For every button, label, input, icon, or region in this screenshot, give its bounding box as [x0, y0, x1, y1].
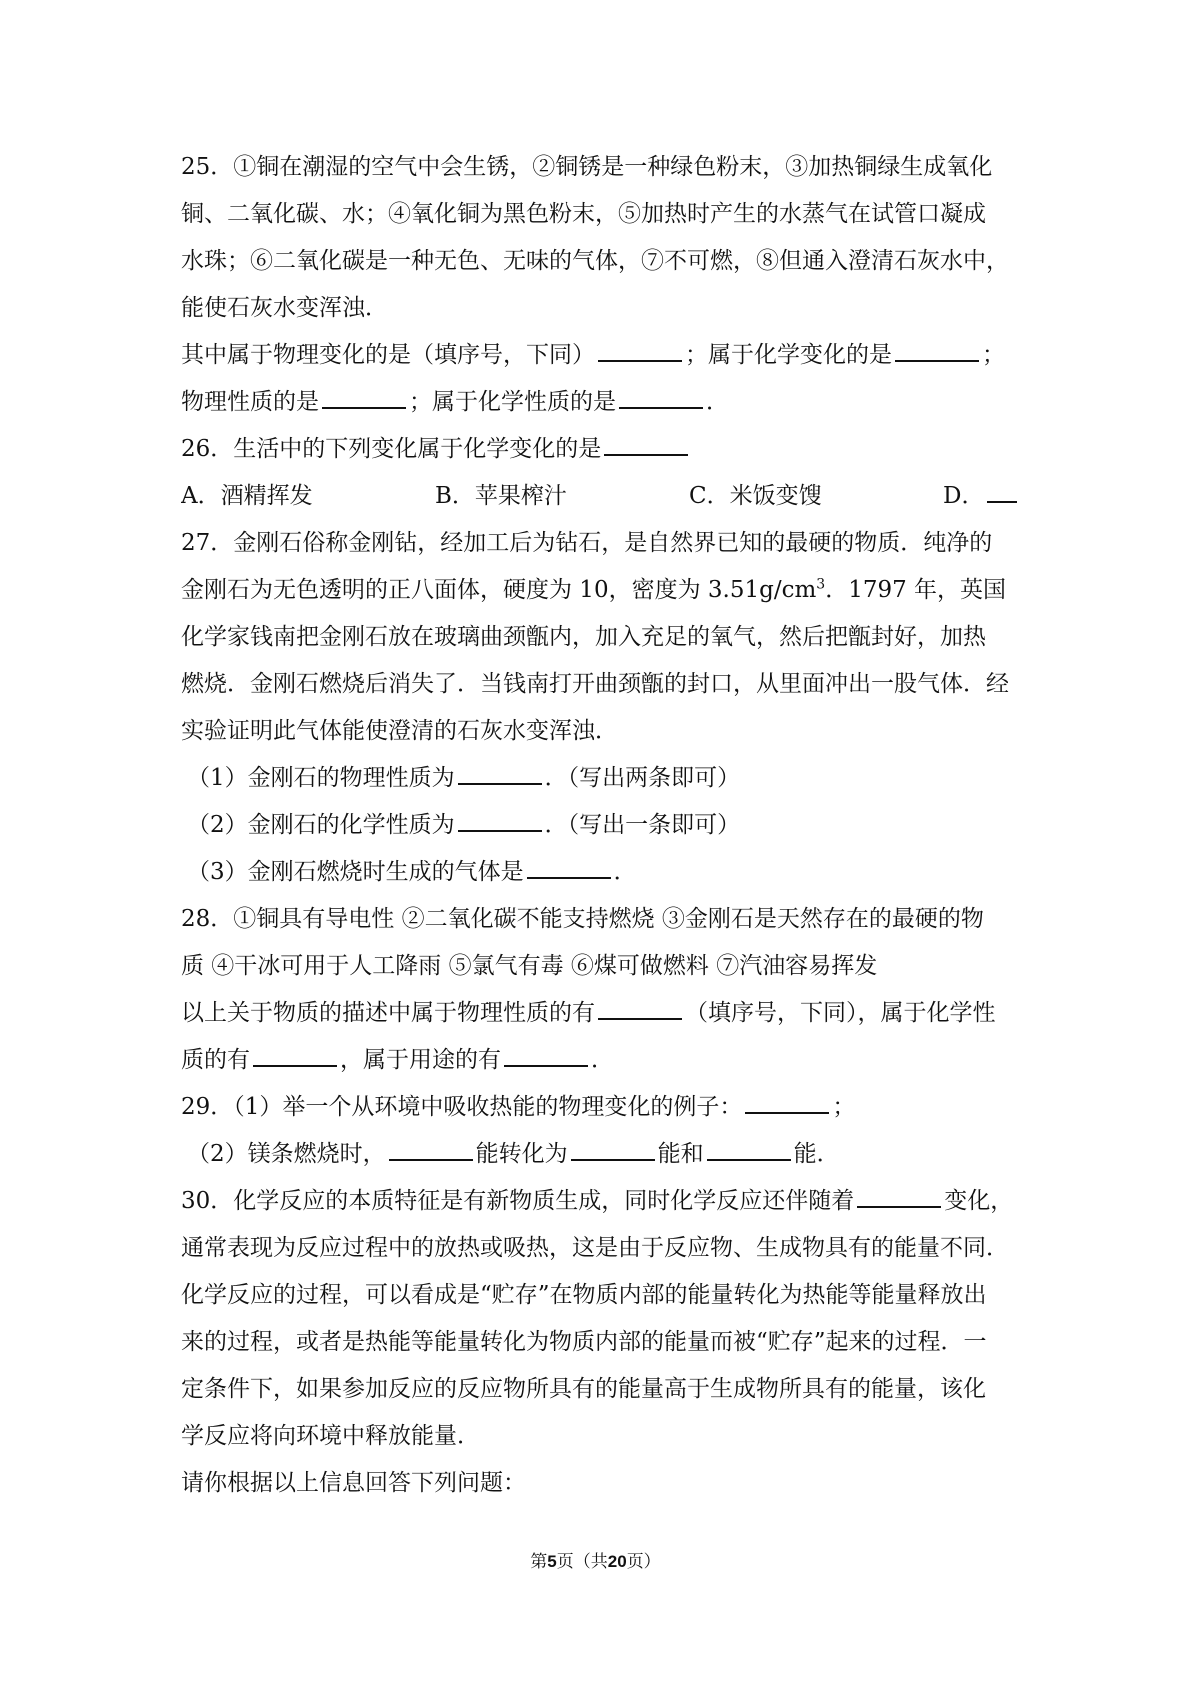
q30-line-6: 学反应将向环境中释放能量． — [181, 1423, 480, 1449]
q28-prompt-physical: 以上关于物质的描述中属于物理性质的有 — [181, 1000, 595, 1026]
q29-sub-2-text-3: 能． — [793, 1141, 840, 1167]
q28-line-4 — [181, 1037, 1033, 1084]
superscript: 3 — [816, 576, 826, 593]
page-content — [181, 144, 1033, 1507]
q25-prompt-physical-change: 其中属于物理变化的是（填序号，下同） — [181, 342, 595, 368]
q27-sub-2-note: ．（写出一条即可） — [544, 812, 741, 838]
q28-prompt-chemical-end: 质的有 — [181, 1047, 250, 1073]
option-a[interactable]: A．酒精挥发 — [181, 483, 313, 509]
answer-blank[interactable] — [619, 389, 703, 409]
q27-line-2-text: 金刚石为无色透明的正八面体，硬度为 10，密度为 3.51g/cm — [181, 577, 817, 603]
answer-blank[interactable] — [895, 342, 979, 362]
option-b[interactable]: B．苹果榨汁 — [435, 483, 567, 509]
answer-blank[interactable] — [571, 1141, 655, 1161]
q25-line-1: 25．①铜在潮湿的空气中会生锈，②铜锈是一种绿色粉末，③加热铜绿生成氧化 — [181, 154, 993, 180]
answer-blank[interactable] — [504, 1047, 588, 1067]
q30-line-1-text: 30．化学反应的本质特征是有新物质生成，同时化学反应还伴随着 — [181, 1188, 855, 1214]
answer-blank[interactable] — [389, 1141, 473, 1161]
total-pages: 20 — [607, 1552, 627, 1571]
answer-blank[interactable] — [322, 389, 406, 409]
q27-sub-2-prompt: （2）金刚石的化学性质为 — [187, 812, 455, 838]
punctuation: ； — [982, 342, 1005, 368]
q27-line-2-end: ．1797 年，英国 — [825, 577, 1007, 603]
answer-blank[interactable] — [458, 765, 542, 785]
q25-line-6 — [181, 379, 1033, 426]
q30-line-1-end: 变化， — [944, 1188, 1014, 1214]
answer-blank[interactable] — [458, 812, 542, 832]
q28-line-2: 质 ④干冰可用于人工降雨 ⑤氯气有毒 ⑥煤可做燃料 ⑦汽油容易挥发 — [181, 953, 878, 979]
footer-middle: 页（共 — [556, 1552, 608, 1572]
q30-line-3: 化学反应的过程，可以看成是“贮存”在物质内部的能量转化为热能等能量释放出 — [181, 1282, 987, 1308]
answer-blank[interactable] — [745, 1094, 829, 1114]
answer-blank[interactable] — [857, 1188, 941, 1208]
q27-sub-1 — [181, 755, 1033, 802]
q27-line-5: 实验证明此气体能使澄清的石灰水变浑浊． — [181, 718, 618, 744]
option-c[interactable]: C．米饭变馊 — [689, 483, 822, 509]
q29-sub-2-text-2: 能和 — [657, 1141, 704, 1167]
q25-line-2: 铜、二氧化碳、水；④氧化铜为黑色粉末，⑤加热时产生的水蒸气在试管口凝成 — [181, 201, 986, 227]
q29-sub-2-text-1: 能转化为 — [475, 1141, 568, 1167]
punctuation: ． — [591, 1047, 614, 1073]
q25-prompt-chemical-property: ；属于化学性质的是 — [409, 389, 616, 415]
q28-prompt-chemical: （填序号，下同），属于化学性 — [685, 1000, 996, 1026]
q30-line-4: 来的过程，或者是热能等能量转化为物质内部的能量而被“贮存”起来的过程．一 — [181, 1329, 987, 1355]
q29-sub-2-prompt: （2）镁条燃烧时， — [187, 1141, 386, 1167]
footer-prefix: 第 — [530, 1552, 548, 1572]
punctuation: ． — [613, 859, 637, 885]
q27-line-2 — [181, 567, 1033, 614]
q30-line-2: 通常表现为反应过程中的放热或吸热，这是由于反应物、生成物具有的能量不同． — [181, 1235, 1009, 1261]
q30-line-7: 请你根据以上信息回答下列问题： — [181, 1470, 526, 1496]
answer-blank[interactable] — [707, 1141, 791, 1161]
q25-line-4: 能使石灰水变浑浊． — [181, 295, 388, 321]
q25-line-5 — [181, 332, 1033, 379]
q27-sub-1-note: ．（写出两条即可） — [544, 765, 741, 791]
q28-line-1: 28．①铜具有导电性 ②二氧化碳不能支持燃烧 ③金刚石是天然存在的最硬的物 — [181, 906, 984, 932]
q27-line-4: 燃烧．金刚石燃烧后消失了．当钱南打开曲颈甑的封口，从里面冲出一股气体．经 — [181, 671, 1009, 697]
answer-blank[interactable] — [987, 483, 1017, 503]
q29-sub-1-prompt: 29．（1）举一个从环境中吸收热能的物理变化的例子： — [181, 1094, 743, 1120]
q29-line-2 — [181, 1131, 1033, 1178]
q26-stem — [181, 426, 1033, 473]
q25-prompt-chemical-change: ；属于化学变化的是 — [685, 342, 892, 368]
q30-line-1 — [181, 1178, 1033, 1225]
q26-stem-text: 26．生活中的下列变化属于化学变化的是 — [181, 436, 602, 462]
q27-sub-1-prompt: （1）金刚石的物理性质为 — [187, 765, 455, 791]
q26-options — [181, 473, 1033, 520]
answer-blank[interactable] — [253, 1047, 337, 1067]
footer-suffix: 页） — [626, 1552, 661, 1572]
q27-line-3: 化学家钱南把金刚石放在玻璃曲颈甑内，加入充足的氧气，然后把甑封好，加热 — [181, 624, 986, 650]
option-d-label: D． — [943, 483, 985, 509]
q27-sub-3-prompt: （3）金刚石燃烧时生成的气体是 — [187, 859, 524, 885]
page-number: 5 — [547, 1552, 557, 1571]
punctuation: ； — [832, 1094, 856, 1120]
q30-line-5: 定条件下，如果参加反应的反应物所具有的能量高于生成物所具有的能量，该化 — [181, 1376, 986, 1402]
answer-blank[interactable] — [604, 436, 688, 456]
q25-prompt-physical-property: 物理性质的是 — [181, 389, 319, 415]
answer-blank[interactable] — [527, 859, 611, 879]
q28-line-3 — [181, 990, 1033, 1037]
q27-line-1: 27．金刚石俗称金刚钻，经加工后为钻石，是自然界已知的最硬的物质．纯净的 — [181, 530, 993, 556]
option-d[interactable] — [943, 473, 1020, 520]
q27-sub-3 — [181, 849, 1033, 896]
answer-blank[interactable] — [598, 342, 682, 362]
q28-prompt-use: ，属于用途的有 — [340, 1047, 501, 1073]
page-footer — [0, 1547, 1191, 1572]
q29-line-1 — [181, 1084, 1033, 1131]
punctuation: ． — [706, 389, 729, 415]
q25-line-3: 水珠；⑥二氧化碳是一种无色、无味的气体，⑦不可燃，⑧但通入澄清石灰水中， — [181, 248, 1009, 274]
q27-sub-2 — [181, 802, 1033, 849]
answer-blank[interactable] — [598, 1000, 682, 1020]
